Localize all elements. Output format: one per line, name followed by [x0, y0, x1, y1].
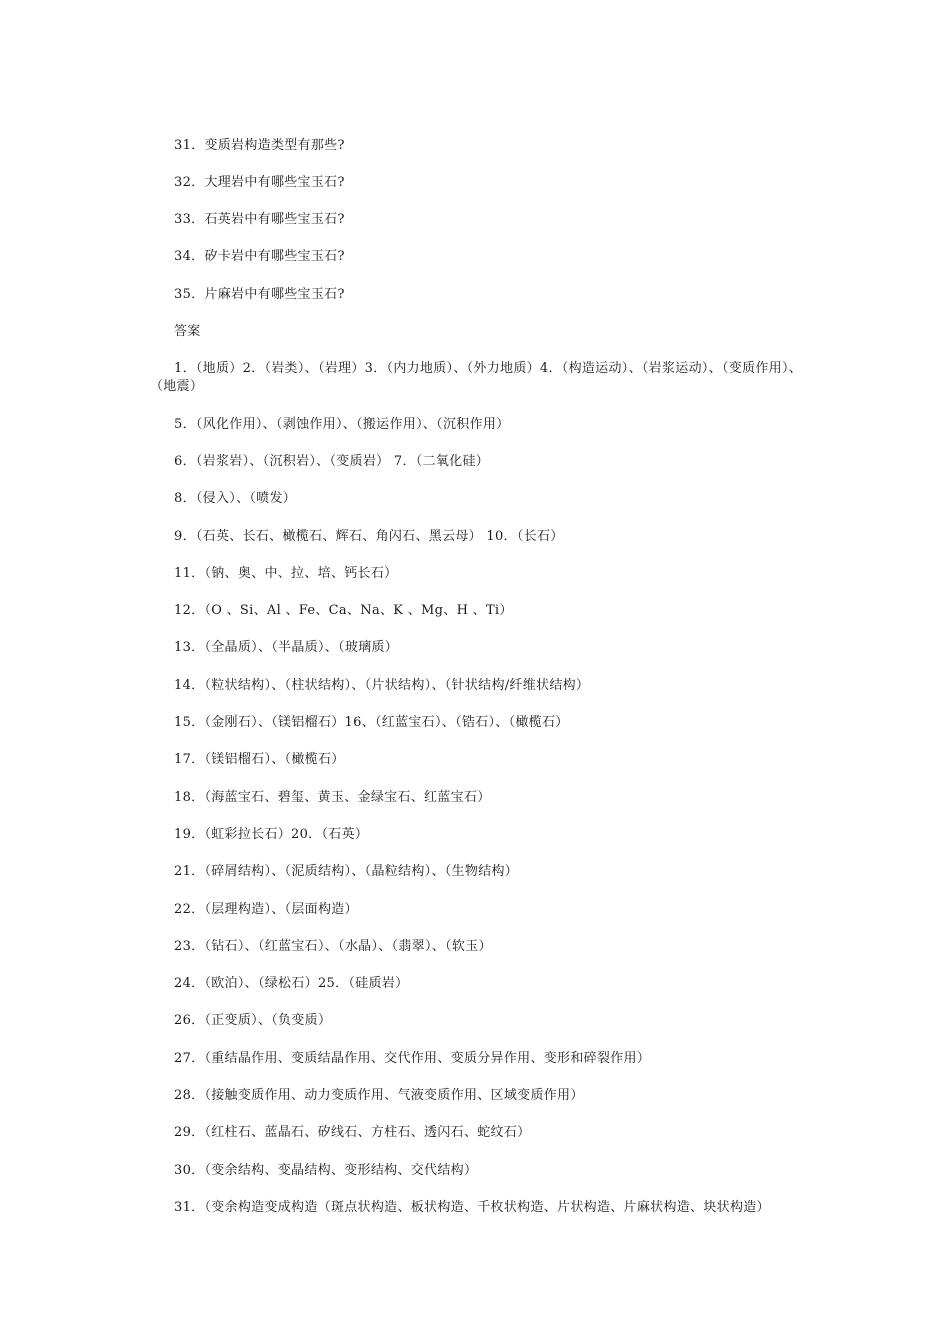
answer-28: 28．（接触变质作用、动力变质作用、气液变质作用、区域变质作用）	[174, 1088, 584, 1103]
answer-21: 21．（碎屑结构）、（泥质结构）、（晶粒结构）、（生物结构）	[174, 864, 519, 879]
question-33: 33．石英岩中有哪些宝玉石?	[174, 212, 345, 227]
answer-9-10: 9．（石英、长石、橄榄石、辉石、角闪石、黑云母） 10．（长石）	[174, 529, 564, 544]
answer-18: 18．（海蓝宝石、碧玺、黄玉、金绿宝石、红蓝宝石）	[174, 790, 491, 805]
answer-23: 23．（钻石）、（红蓝宝石）、（水晶）、（翡翠）、（软玉）	[174, 939, 492, 954]
question-32: 32．大理岩中有哪些宝玉石?	[174, 175, 345, 190]
question-31: 31．变质岩构造类型有那些?	[174, 138, 345, 153]
answer-27: 27．（重结晶作用、变质结晶作用、交代作用、变质分异作用、变形和碎裂作用）	[174, 1051, 651, 1066]
answer-17: 17．（镁铝榴石）、（橄榄石）	[174, 752, 345, 767]
answer-26: 26．（正变质）、（负变质）	[174, 1013, 332, 1028]
question-34: 34．矽卡岩中有哪些宝玉石?	[174, 249, 345, 264]
answer-6-7: 6．（岩浆岩）、（沉积岩）、（变质岩） 7．（二氧化硅）	[174, 454, 490, 469]
answer-30: 30．（变余结构、变晶结构、变形结构、交代结构）	[174, 1163, 478, 1178]
answer-29: 29．（红柱石、蓝晶石、矽线石、方柱石、透闪石、蛇纹石）	[174, 1125, 531, 1140]
answer-24-25: 24．（欧泊）、（绿松石）25．（硅质岩）	[174, 976, 409, 991]
answer-14: 14．（粒状结构）、（柱状结构）、（片状结构）、（针状结构/纤维状结构）	[174, 678, 590, 693]
answer-1-4: 1．（地质）2．（岩类）、（岩理）3．（内力地质）、（外力地质）4．（构造运动）、（岩浆运动）、（变质作用）、（地震）	[150, 361, 803, 394]
answers-heading: 答案	[174, 324, 201, 339]
answer-31: 31．（变余构造变成构造（斑点状构造、板状构造、千枚状构造、片状构造、片麻状构造、块状构造）	[174, 1200, 770, 1215]
answer-11: 11．（钠、奥、中、拉、培、钙长石）	[174, 566, 398, 581]
answer-15-16: 15．（金刚石）、（镁铝榴石）16、（红蓝宝石）、（锆石）、（橄榄石）	[174, 715, 569, 730]
answer-8: 8．（侵入）、（喷发）	[174, 491, 297, 506]
answer-22: 22．（层理构造）、（层面构造）	[174, 902, 358, 917]
answer-13: 13．（全晶质）、（半晶质）、（玻璃质）	[174, 640, 399, 655]
question-35: 35．片麻岩中有哪些宝玉石?	[174, 287, 345, 302]
answer-5: 5．（风化作用）、（剥蚀作用）、（搬运作用）、（沉积作用）	[174, 417, 510, 432]
answer-19-20: 19．（虹彩拉长石）20．（石英）	[174, 827, 369, 842]
answer-12: 12．（O 、Si、Al 、Fe、Ca、Na、K 、Mg、H 、Ti）	[174, 603, 513, 618]
